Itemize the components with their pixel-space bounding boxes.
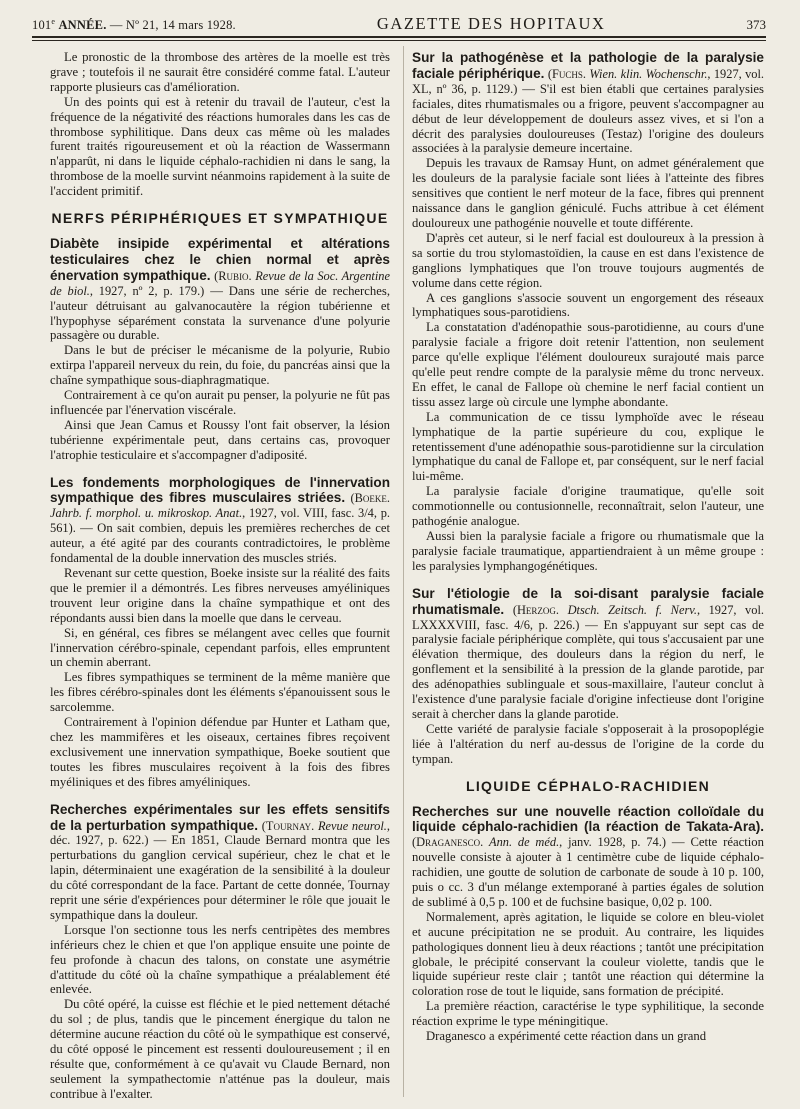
paragraph: Ainsi que Jean Camus et Roussy l'ont fait observer, la lésion tubérienne expérimentale peut, dans certains cas, provoquer l'atrophie testiculaire et s'accompagner d'adiposité. — [50, 417, 390, 462]
paragraph: Un des points qui est à retenir du travail de l'auteur, c'est la fréquence de la négativité des réactions humorales dans les cas de thrombose syphilitique. Dans deux cas même où les malades furent traités rigoureusement et où la réaction de Wassermann n'apparût, ni dans le liquide céphalo-rachidien ni dans le sang, la thrombose de la moelle survint néanmoins rapidement à la suite de l'accident primitif. — [50, 94, 390, 199]
article-reference: (Draganesco. Ann. de méd., janv. 1928, p. 74.) — [412, 835, 666, 850]
article-title: Sur l'étiologie de la soi-disant paralysie faciale rhumatismale. — [412, 585, 764, 617]
article-text: — En 1851, Claude Bernard montra que les perturbations du ganglion cervical supérieur, chez le chat et le lapin, déterminaient une exagération de la sensibilité à la douleur du côté correspondant de la face. Partant de cette donnée, Tournay reprit une série d'expériences pour déterminer le rôle que jouait le sympathique dans la douleur. — [50, 833, 390, 922]
paragraph: Les fibres sympathiques se terminent de la même manière que les fibres cérébro-spinales dont les éléments s'épanouissent sous le sarcolemme. — [50, 670, 390, 715]
article — [50, 236, 390, 343]
paragraph: Si, en général, ces fibres se mélangent avec celles que fournit l'innervation cérébro-spinale, cependant parfois, elles empruntent un chemin aberrant. — [50, 625, 390, 670]
paragraph: Contrairement à ce qu'on aurait pu penser, la polyurie ne fût pas influencée par l'énervation viscérale. — [50, 388, 390, 417]
paragraph: Draganesco a expérimenté cette réaction dans un grand — [426, 1029, 707, 1044]
paragraph: Aussi bien la paralysie faciale a frigore ou rhumatismale que la paralysie faciale traumatique, appartiendraient à un même groupe : les paralysies lymphangogénétiques. — [412, 529, 764, 573]
article — [50, 475, 390, 566]
article-reference: (Rubio. Revue de la Soc. Argentine de biol., 1927, nº 2, p. 179.) — [50, 268, 390, 298]
paragraph: Contrairement à l'opinion défendue par Hunter et Latham que, chez les mammifères et les oiseaux, certaines fibres reçoivent exclusivement une innervation sympathique, Boeke soutient que toutes les fibres musculaires reçoivent à la fois des fibres myéliniques et des fibres amyéliniques. — [50, 715, 390, 789]
article-reference: (Boeke. Jahrb. f. morphol. u. mikroskop. Anat., 1927, vol. VIII, fasc. 3/4, p. 561). — [50, 491, 390, 536]
paragraph: Lorsque l'on sectionne tous les nerfs centripètes des membres inférieurs chez le chien et que l'on applique ensuite une pointe de feu profonde à chacun des talons, on constate une asymétrie d'attitude du côté où la chaîne sympathique a préalablement été enlevée. — [50, 922, 390, 997]
article-reference: (Fuchs. Wien. klin. Wochenschr., 1927, vol. XL, nº 36, p. 1129.) — [412, 66, 765, 96]
journal-title: GAZETTE DES HOPITAUX — [376, 14, 606, 33]
article — [50, 802, 390, 923]
paragraph: D'après cet auteur, si le nerf facial est douloureux à la pression à sa sortie du trou stylomastoïdien, la cause en est dans l'existence de ganglions lymphatiques que l'on trouve toujours augmentés de volume dans cette région. — [412, 230, 764, 290]
paragraph: La constatation d'adénopathie sous-parotidienne, au cours d'une paralysie faciale a frigore doit retenir l'attention, non seulement parce qu'elle explique l'élément douloureux surajouté mais parce qu'elle peut rendre compte de la paralysie même du tronc nerveux. En effet, le canal de Fallope où chemine le nerf facial contient un tissu assez large où circule une lymphe abondante. — [412, 320, 764, 409]
column-divider — [403, 46, 404, 1097]
section-heading: LIQUIDE CÉPHALO-RACHIDIEN — [465, 777, 711, 794]
paragraph: La première réaction, caractérise le type syphilitique, la seconde réaction exprime le type méningitique. — [412, 999, 764, 1029]
paragraph: Normalement, après agitation, le liquide se colore en bleu-violet et aucune précipitation ne se produit. Au contraire, les liquides pathologiques donnent lieu à deux réactions ; tantôt une précipitation globale, le précipité conservant la couleur violette, tandis que le liquide supérieur reste clair ; tantôt une réaction qui détermine la coloration rose de tout le liquide, sans formation de précipité. — [412, 909, 764, 999]
article — [412, 586, 764, 722]
article-title: Recherches sur une nouvelle réaction colloïdale du liquide céphalo-rachidien (la réaction de Takata-Ara). — [412, 803, 764, 835]
article-text: — Cette réaction nouvelle consiste à ajouter à 1 centimètre cube de liquide céphalo-rachidien, une goutte de solution de carbonate de soude à 10 p. 100, puis o cc. 3 d'un mélange extemporané à parties égales de solution de sublimé à 0,5 p. 100 et de fuchsine basique, 0,02 p. 100. — [412, 835, 764, 909]
right-column — [412, 50, 764, 1044]
paragraph: A ces ganglions s'associe souvent un engorgement des réseaux lymphatiques sous-parotidiens. — [412, 290, 764, 320]
article-title: Diabète insipide expérimental et altérations testiculaires chez le chien normal et après énervation sympathique. — [50, 235, 390, 283]
article-title: Sur la pathogénèse et la pathologie de la paralysie faciale périphérique. — [412, 50, 764, 81]
paragraph: La communication de ce tissu lymphoïde avec le réseau lymphatique de la partie supérieure du cou, explique le retentissement d'une adénopathie sous-parotidienne sur la circulation lymphatique du canal de Fallope et, par conséquent, sur le nerf facial lui-même. — [412, 409, 764, 484]
article-text: — S'il est bien établi que certaines paralysies faciales, dites rhumatismales ou a frigore, peuvent s'accompagner au début de leur développement de douleurs assez vives, et si l'on a décrit des paralysies douloureuses (Testaz) l'origine des douleurs associées à la paralysie demeure incertaine. — [412, 81, 764, 156]
article-text: — Dans une série de recherches, l'auteur détruisant au galvanocautère la région tubérienne et l'hypophyse séparément constata la survenance d'une polyurie passagère ou durable. — [50, 283, 391, 343]
article-text: — On sait combien, depuis les premières recherches de cet auteur, a été agité par des courants contradictoires, le problème fondamental de la double innervation des muscles striés. — [50, 521, 390, 566]
article-text: — En s'appuyant sur sept cas de paralysie faciale périphérique complète, qui tous s'accusaient par une élévation thermique, des douleurs dans la région du nerf, le gonflement et la sensibilité à la pression de la glande parotide, par des adénopathies sublinguale et sous-maxillaire, l'auteur conclut à l'existence d'une paralysie faciale d'origine infectieuse dont l'origine serait à chercher dans la glande parotide. — [412, 617, 764, 721]
article-title: Recherches expérimentales sur les effets sensitifs de la perturbation sympathique. — [50, 801, 390, 833]
issue-info: 101e ANNÉE. — Nº 21, 14 mars 1928. — [32, 16, 236, 32]
paragraph: Dans le but de préciser le mécanisme de la polyurie, Rubio extirpa l'appareil nerveux du rein, du foie, du pancréas ainsi que la chaîne sympathique sous-diaphragmatique. — [50, 343, 390, 388]
article-reference: (Herzog. Dtsch. Zeitsch. f. Nerv., 1927, vol. LXXXXVIII, fasc. 4/6, p. 226.) — [412, 602, 764, 632]
paragraph: Depuis les travaux de Ramsay Hunt, on admet généralement que les douleurs de la paralysie faciale sont liées à l'atteinte des fibres sensitives que contient le nerf moteur de la face, fibres qui prennent naissance dans le ganglion géniculé. Fuchs attribue à cet élément douloureux une pathogénie nouvelle et toute différente. — [412, 156, 764, 230]
paragraph: La paralysie faciale d'origine traumatique, qu'elle soit commotionnelle ou contusionnelle, reconnaîtrait, selon l'auteur, une pathogénie analogue. — [412, 484, 764, 529]
page-number: 373 — [746, 17, 766, 32]
article-title: Les fondements morphologiques de l'innervation sympathique des fibres musculaires striées. — [50, 474, 390, 506]
article-reference: (Tournay. Revue neurol., déc. 1927, p. 622.) — [50, 818, 390, 848]
paragraph: Du côté opéré, la cuisse est fléchie et le pied nettement détaché du sol ; de plus, tandis que le pincement énergique du talon ne détermine aucune réaction du côté où le sympathique est conservé, du côté opposé le pincement est ressenti douloureusement ; il en résulte que, conformément à ce qu'avait vu Claude Bernard, non seulement la sympathectomie n'atténue pas la douleur, mais contribue à l'exalter. — [50, 997, 390, 1101]
paragraph: Le pronostic de la thrombose des artères de la moelle est très grave ; toutefois il ne saurait être considéré comme fatal. L'auteur rapporte plusieurs cas d'amélioration. — [50, 50, 390, 94]
article — [412, 804, 764, 910]
paragraph: Cette variété de paralysie faciale s'opposerait à la prosopoplégie liée à l'altération du nerf au-dessus de l'origine de la corde du tympan. — [412, 721, 764, 766]
section-heading: NERFS PÉRIPHÉRIQUES ET SYMPATHIQUE — [51, 210, 389, 227]
page-header — [32, 6, 766, 38]
paragraph: Revenant sur cette question, Boeke insiste sur la réalité des faits que le premier il a démontrés. Les fibres nerveuses amyéliniques trouvent leur origine dans la chaîne sympathique et ont des répondants aussi bien dans la moelle que dans le cerveau. — [50, 566, 390, 625]
left-column — [50, 50, 390, 1102]
article — [412, 50, 764, 156]
